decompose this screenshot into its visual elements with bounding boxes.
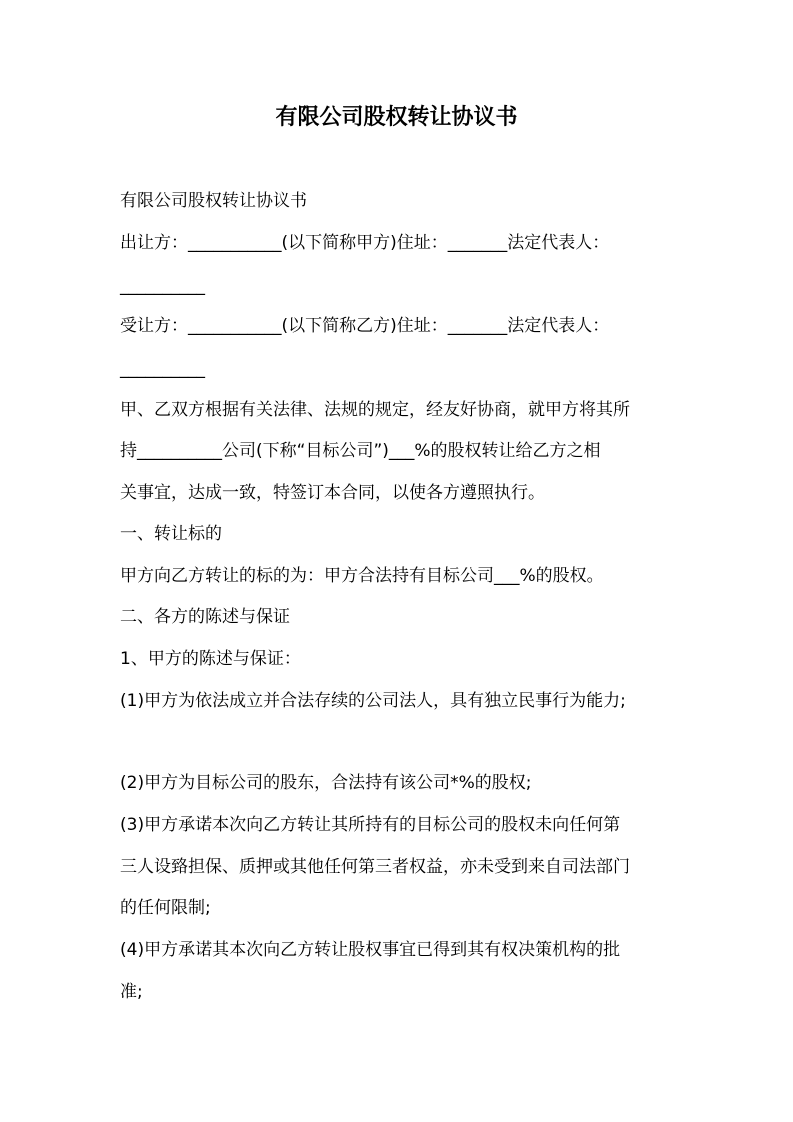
transferee-representative-blank: __________ bbox=[120, 359, 205, 379]
transferee-line: 受让方：___________(以下简称乙方)住址：_______法定代表人： bbox=[120, 316, 610, 336]
preamble-line-3: 关事宜，达成一致，特签订本合同，以使各方遵照执行。 bbox=[120, 483, 545, 503]
section-2-heading: 二、各方的陈述与保证 bbox=[120, 607, 290, 627]
clause-1-item-3-line-3: 的任何限制; bbox=[120, 898, 211, 918]
clause-1-item-4-line-1: (4)甲方承诺其本次向乙方转让股权事宜已得到其有权决策机构的批 bbox=[120, 940, 621, 960]
preamble-line-1: 甲、乙双方根据有关法律、法规的规定，经友好协商，就甲方将其所 bbox=[120, 400, 630, 420]
clause-1-item-4-line-2: 准; bbox=[120, 982, 143, 1002]
clause-1-item-3-line-1: (3)甲方承诺本次向乙方转让其所持有的目标公司的股权未向任何第 bbox=[120, 815, 621, 835]
clause-1-item-3-line-2: 三人设臵担保、质押或其他任何第三者权益，亦未受到来自司法部门 bbox=[120, 857, 630, 877]
document-title: 有限公司股权转让协议书 bbox=[275, 105, 518, 130]
transferor-representative-blank: __________ bbox=[120, 276, 205, 296]
section-1-heading: 一、转让标的 bbox=[120, 524, 222, 544]
transferor-line: 出让方：___________(以下简称甲方)住址：_______法定代表人： bbox=[120, 233, 610, 253]
clause-1-heading: 1、甲方的陈述与保证： bbox=[120, 649, 301, 669]
preamble-line-2: 持__________公司(下称“目标公司”)___%的股权转让给乙方之相 bbox=[120, 441, 601, 461]
clause-1-item-2: (2)甲方为目标公司的股东，合法持有该公司*%的股权; bbox=[120, 773, 532, 793]
clause-1-item-1: (1)甲方为依法成立并合法存续的公司法人，具有独立民事行为能力; bbox=[120, 691, 626, 711]
section-1-body: 甲方向乙方转让的标的为：甲方合法持有目标公司___%的股权。 bbox=[120, 566, 604, 586]
subtitle-line: 有限公司股权转让协议书 bbox=[120, 191, 307, 211]
